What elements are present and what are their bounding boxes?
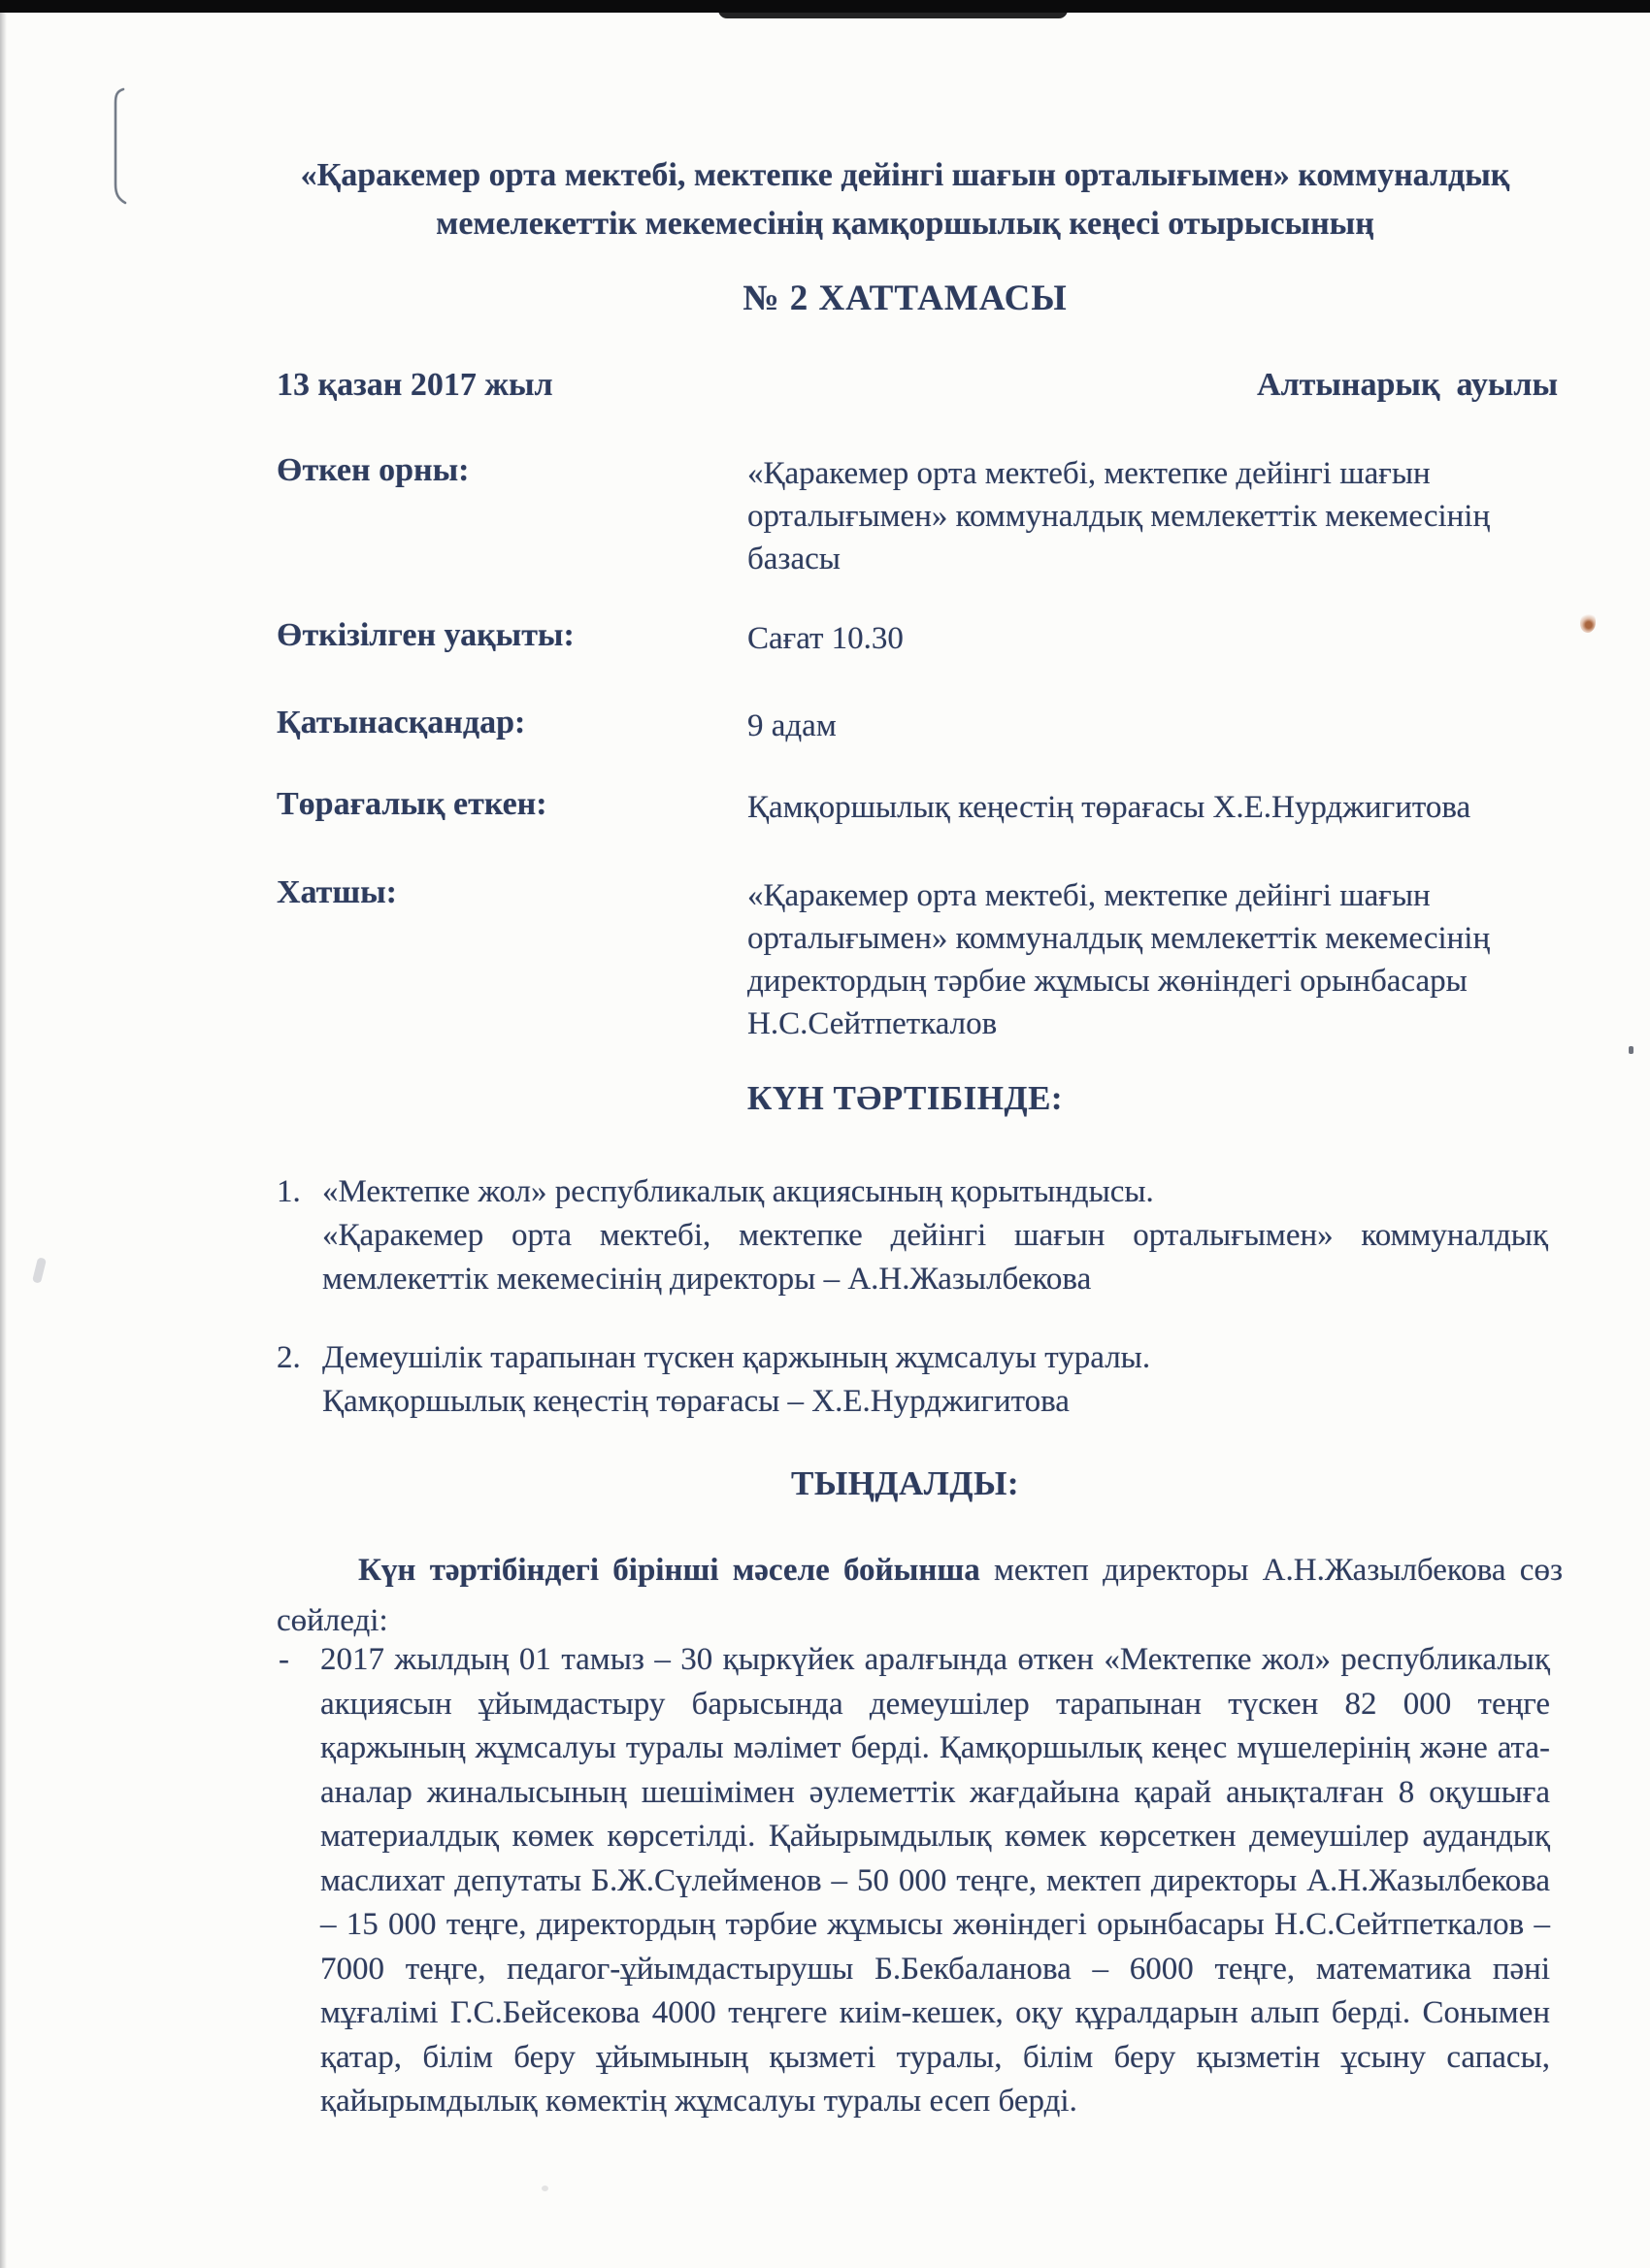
meta-label-chairman: Төрағалық еткен: (277, 786, 547, 822)
scan-smudge (32, 1257, 47, 1283)
agenda-item-2-number: 2. (277, 1340, 301, 1375)
heard-intro-rest: мектеп директоры А.Н.Жазылбекова сөз сөйледі: (277, 1553, 1563, 1638)
date-place-row (277, 367, 1558, 404)
agenda-heading: КҮН ТӘРТІБІНДЕ: (746, 1079, 1064, 1117)
protocol-place: Алтынарық ауылы (1257, 367, 1558, 403)
document-title-line1: «Қаракемер орта мектебі, мектепке дейінгі шағын орталығымен» коммуналдық (300, 157, 1510, 193)
heard-intro-lead: Күн тәртібіндегі бірінші мәселе бойынша (358, 1553, 980, 1588)
agenda-item-1 (277, 1170, 1548, 1301)
protocol-date: 13 қазан 2017 жыл (277, 367, 553, 403)
meta-value-secretary: «Қаракемер орта мектебі, мектепке дейінгі шағын орталығымен» коммуналдық мемлекеттік мекемесінің директордың тәрбие жұмысы жөніндегі орынбасары Н.С.Сейтпеткалов (747, 878, 1491, 1041)
meta-label-location: Өткен орны: (277, 452, 470, 488)
document-title-line2: мемелекеттік мекемесінің қамқоршылық кеңесі отырысының (436, 206, 1374, 242)
bracket-pen-mark (107, 85, 132, 212)
agenda-item-1-text: «Мектепке жол» республикалық акциясының қорытындысы. (322, 1174, 1154, 1209)
meta-label-secretary: Хатшы: (277, 874, 397, 910)
protocol-number-heading: № 2 ХАТТАМАСЫ (742, 279, 1068, 318)
ink-speck-red (1580, 613, 1596, 633)
document-title (243, 151, 1568, 248)
scan-left-shadow (0, 13, 7, 2268)
agenda-item-1-speaker: «Қаракемер орта мектебі, мектепке дейінгі шағын орталығымен» коммуналдық мемлекеттік мекемесінің директоры – А.Н.Жазылбекова (322, 1218, 1548, 1297)
heard-report-paragraph (277, 1638, 1550, 2124)
scan-dot (542, 2186, 548, 2191)
meta-label-participants: Қатынасқандар: (277, 705, 526, 740)
bullet-dash: - (279, 1642, 289, 1677)
meta-label-time: Өткізілген уақыты: (277, 617, 575, 653)
agenda-item-2-speaker: Қамқоршылық кеңестің төрағасы – Х.Е.Нурджигитова (322, 1384, 1070, 1419)
meta-value-location: «Қаракемер орта мектебі, мектепке дейінгі шағын орталығымен» коммуналдық мемлекеттік мекемесінің базасы (747, 456, 1491, 576)
scan-edge-bar-bump (718, 10, 1068, 18)
agenda-item-1-number: 1. (277, 1174, 301, 1209)
ink-speck-dark (1629, 1046, 1634, 1054)
agenda-item-2 (277, 1336, 1548, 1424)
agenda-item-2-text: Демеушілік тарапынан түскен қаржының жұмсалуы туралы. (322, 1340, 1151, 1375)
meta-value-participants: 9 адам (747, 708, 837, 743)
heard-intro-paragraph (277, 1545, 1563, 1646)
heard-heading: ТЫҢДАЛДЫ: (791, 1464, 1019, 1502)
meta-value-time: Сағат 10.30 (747, 621, 904, 656)
heard-report-text: 2017 жылдың 01 тамыз – 30 қыркүйек аралғында өткен «Мектепке жол» республикалық акциясын ұйымдастыру барысында демеушілер тарапынан түскен 82 000 теңге қаржының жұмсалуы туралы мәлімет берді. Қамқоршылық кеңес мүшелерінің және ата-аналар жиналысының шешімімен әулеметтік жағдайына қарай анықталған 8 оқушыға материалдық көмек көрсетілді. Қайырымдылық көмек көрсеткен демеушілер аудандық маслихат депутаты Б.Ж.Сүлейменов – 50 000 теңге, мектеп директоры А.Н.Жазылбекова – 15 000 теңге, директордың тәрбие жұмысы жөніндегі орынбасары Н.С.Сейтпеткалов – 7000 теңге, педагог-ұйымдастырушы Б.Бекбаланова – 6000 теңге, математика пәні мұғалімі Г.С.Бейсекова 4000 теңгеге киім-кешек, оқу құралдарын алып берді. Сонымен қатар, білім беру ұйымының қызметі туралы, білім беру қызметін ұсыну сапасы, қайырымдылық көмектің жұмсалуы туралы есеп берді. (320, 1642, 1550, 2119)
meta-value-chairman: Қамқоршылық кеңестің төрағасы Х.Е.Нурджигитова (747, 790, 1471, 825)
